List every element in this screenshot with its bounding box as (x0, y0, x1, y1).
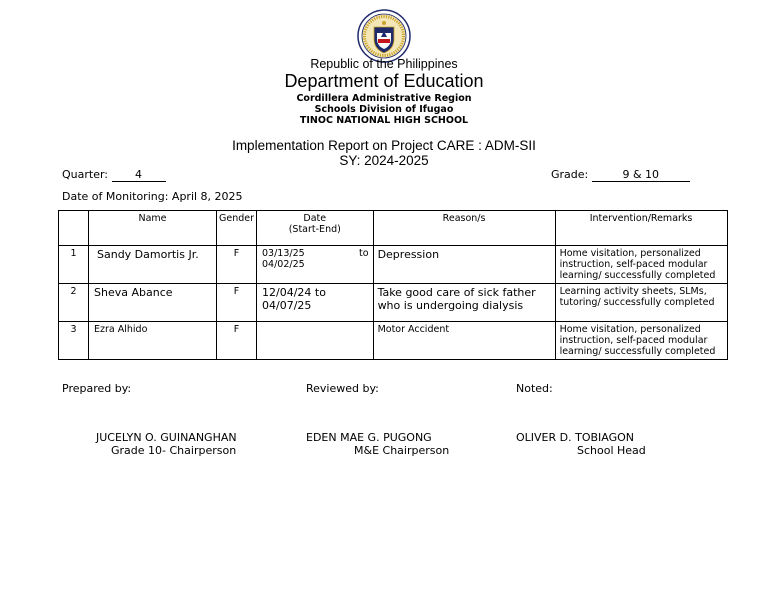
noted-label: Noted: (516, 382, 553, 395)
school-name: TINOC NATIONAL HIGH SCHOOL (299, 115, 469, 126)
report-title: Implementation Report on Project CARE : ADM-SII (232, 138, 536, 153)
table-row (59, 284, 728, 322)
col-remarks: Intervention/Remarks (555, 211, 727, 246)
date-range (257, 322, 374, 360)
monitoring-date: Date of Monitoring: April 8, 2025 (62, 190, 243, 203)
reviewed-title: M&E Chairperson (354, 444, 450, 457)
date-range: 12/04/24 to 04/07/25 (257, 284, 374, 322)
quarter-value: 4 (112, 169, 166, 182)
col-name: Name (89, 211, 217, 246)
department-title: Department of Education (284, 71, 484, 91)
table-header-row (59, 211, 728, 246)
school-year: SY: 2024-2025 (339, 153, 429, 168)
republic-text: Republic of the Philippines (310, 57, 458, 71)
quarter-label: Quarter: (62, 168, 109, 181)
remarks: Home visitation, personalized instruction, self-paced modular learning/ successfully completed (555, 246, 727, 284)
table-row (59, 246, 728, 284)
table-row (59, 322, 728, 360)
reviewed-by-label: Reviewed by: (306, 382, 379, 395)
grade-value: 9 & 10 (592, 169, 690, 182)
prepared-by-label: Prepared by: (62, 382, 132, 395)
row-number: 3 (59, 322, 89, 360)
division-text: Schools Division of Ifugao (314, 104, 454, 115)
reason: Motor Accident (373, 322, 555, 360)
col-number (59, 211, 89, 246)
col-reason: Reason/s (373, 211, 555, 246)
student-gender: F (217, 284, 257, 322)
noted-title: School Head (577, 444, 646, 457)
row-number: 2 (59, 284, 89, 322)
student-name: Sandy Damortis Jr. (89, 246, 217, 284)
student-name: Sheva Abance (89, 284, 217, 322)
quarter-field (62, 168, 166, 182)
student-gender: F (217, 322, 257, 360)
student-name: Ezra Alhido (89, 322, 217, 360)
col-gender: Gender (217, 211, 257, 246)
date-range: 03/13/25 to 04/02/25 (257, 246, 374, 284)
reviewed-name: EDEN MAE G. PUGONG (306, 431, 432, 444)
reason: Depression (373, 246, 555, 284)
region-text: Cordillera Administrative Region (296, 93, 472, 104)
report-table (58, 210, 728, 360)
reason: Take good care of sick father who is undergoing dialysis (373, 284, 555, 322)
col-date: Date (Start-End) (257, 211, 374, 246)
row-number: 1 (59, 246, 89, 284)
remarks: Home visitation, personalized instruction, self-paced modular learning/ successfully completed (555, 322, 727, 360)
deped-seal-icon (357, 9, 411, 63)
student-gender: F (217, 246, 257, 284)
prepared-name: JUCELYN O. GUINANGHAN (96, 431, 237, 444)
noted-name: OLIVER D. TOBIAGON (516, 431, 635, 444)
remarks: Learning activity sheets, SLMs, tutoring/ successfully completed (555, 284, 727, 322)
grade-label: Grade: (551, 168, 589, 181)
grade-field (551, 168, 690, 182)
prepared-title: Grade 10- Chairperson (111, 444, 237, 457)
